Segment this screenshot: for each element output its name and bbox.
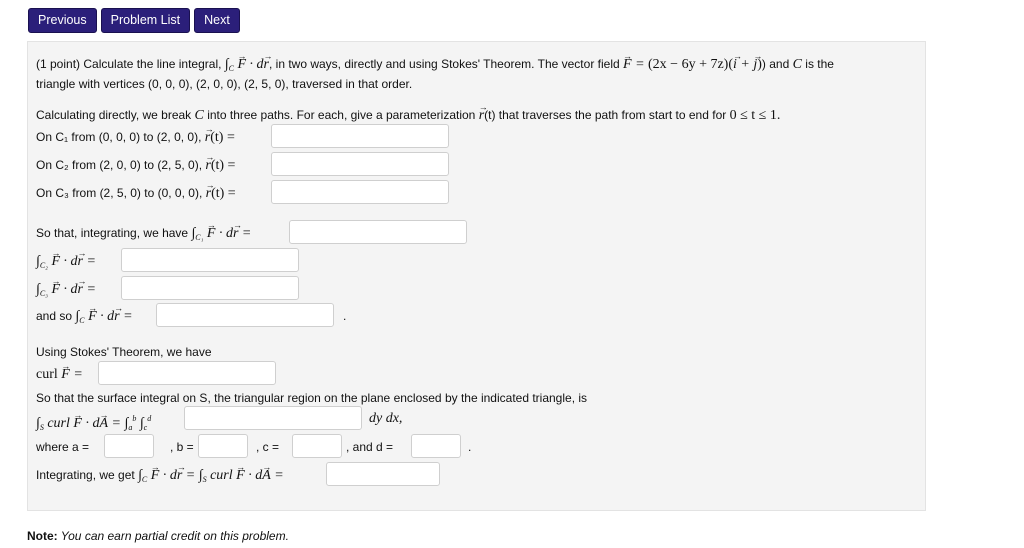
partial-credit-note: Note: You can earn partial credit on this problem. — [27, 529, 289, 543]
intro-line-2: triangle with vertices (0, 0, 0), (2, 0, 0), (2, 5, 0), traversed in that order. — [36, 77, 413, 91]
integral-c3-input[interactable] — [121, 276, 299, 300]
problem-list-button[interactable]: Problem List — [101, 8, 190, 33]
b-label: , b = — [170, 440, 194, 454]
next-button[interactable]: Next — [194, 8, 240, 33]
period-mark: . — [343, 309, 347, 323]
c2-parameterization-input[interactable] — [271, 152, 449, 176]
c-label: , c = — [256, 440, 280, 454]
stokes-result-input[interactable] — [326, 462, 440, 486]
surface-integral-label: $\int_S$ curl → $F \cdot d\to A = \int_a^b$ $\int_c^d$ — [36, 411, 151, 436]
intro-line-1: (1 point) Calculate the line integral, $\int_C \to F \cdot d\to r$, in two ways, directly and using Stokes' Theorem. The vector field → F = (2x − 6y + 7z)(→ i + → j)) and C is the — [36, 56, 834, 77]
direct-instructions: Calculating directly, we break C into three paths. For each, give a parameterization → r(t) that traverses the path from start to end for 0 ≤ t ≤ 1. — [36, 107, 780, 124]
curl-label: curl → F = — [36, 366, 83, 383]
problem-panel — [27, 41, 926, 511]
integral-c1-label: So that, integrating, we have $\int_{C_1} \to F \cdot d\to r$ = — [36, 225, 251, 246]
c-input[interactable] — [292, 434, 342, 458]
previous-button[interactable]: Previous — [28, 8, 97, 33]
d-label: , and d = — [346, 440, 394, 454]
c3-label: On C₃ from (2, 5, 0) to (0, 0, 0), → r(t) = — [36, 185, 236, 202]
problem-navigation — [28, 8, 240, 33]
integral-c2-label: $\int_{C_2} \to F \cdot d\to r$ = — [36, 253, 96, 274]
where-a-label: where a = — [36, 440, 90, 454]
final-period: . — [468, 440, 472, 454]
a-input[interactable] — [104, 434, 154, 458]
surface-text: So that the surface integral on S, the triangular region on the plane enclosed by the indicated triangle, is — [36, 391, 588, 405]
integral-c-label: and so $\int_C \to F \cdot d\to r$ = — [36, 308, 133, 329]
integral-c3-label: $\int_{C_3} \to F \cdot d\to r$ = — [36, 281, 96, 302]
curl-input[interactable] — [98, 361, 276, 385]
c2-label: On C₂ from (2, 0, 0) to (2, 5, 0), → r(t) = — [36, 157, 235, 174]
integral-c1-input[interactable] — [289, 220, 467, 244]
stokes-result-label: Integrating, we get $\int_C \to F \cdot d\to r = \int_S$ curl → F · d→ A = — [36, 467, 284, 488]
c1-parameterization-input[interactable] — [271, 124, 449, 148]
d-input[interactable] — [411, 434, 461, 458]
c3-parameterization-input[interactable] — [271, 180, 449, 204]
c1-label: On C₁ from (0, 0, 0) to (2, 0, 0), → r(t) = — [36, 129, 235, 146]
stokes-heading: Using Stokes' Theorem, we have — [36, 345, 212, 359]
integral-c2-input[interactable] — [121, 248, 299, 272]
dydx-label: dy dx, — [369, 411, 403, 426]
b-input[interactable] — [198, 434, 248, 458]
integrand-input[interactable] — [184, 406, 362, 430]
integral-c-input[interactable] — [156, 303, 334, 327]
